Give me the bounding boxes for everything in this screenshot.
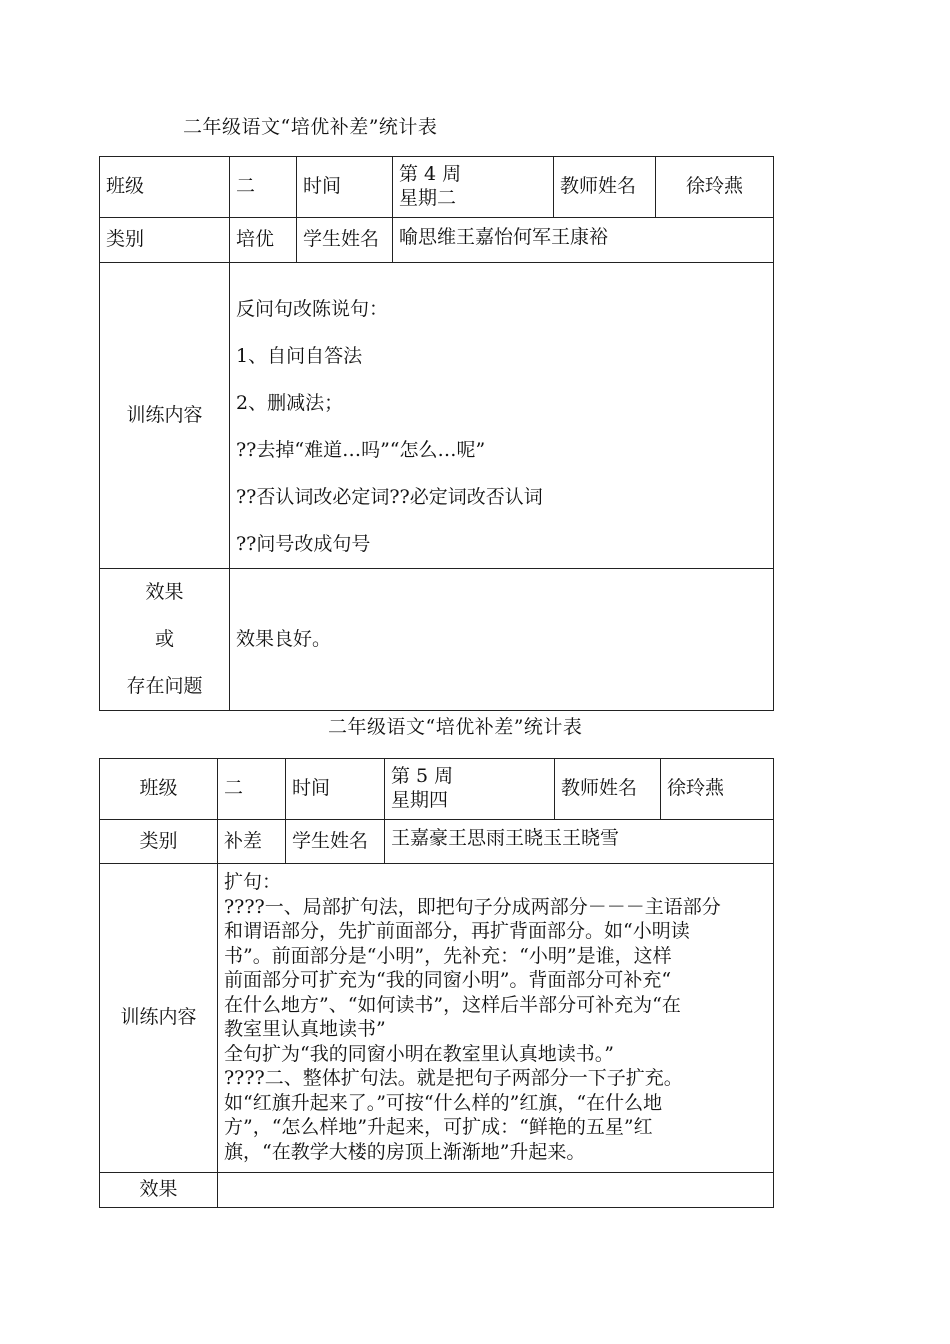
content-line: ????一、局部扩句法，即把句子分成两部分－－－主语部分 [224, 895, 721, 918]
time-label: 时间 [286, 759, 385, 820]
students-label: 学生姓名 [286, 820, 385, 864]
time-day: 星期四 [391, 789, 449, 811]
time-week: 第 4 周 [399, 163, 462, 186]
category-label: 类别 [100, 820, 218, 864]
content-body [218, 864, 774, 1173]
effect-label [100, 569, 230, 711]
content-line: 反问句改陈说句： [236, 298, 389, 320]
teacher-name: 徐玲燕 [661, 759, 774, 820]
teacher-label: 教师姓名 [555, 759, 661, 820]
content-line: 全句扩为“我的同窗小明在教室里认真地读书。” [224, 1042, 614, 1065]
table1-row-content [100, 263, 774, 569]
table2 [99, 758, 774, 1208]
effect-label-line: 或 [154, 628, 174, 650]
time-label: 时间 [297, 157, 393, 218]
effect-text: 效果良好。 [230, 569, 774, 711]
category-label: 类别 [100, 218, 230, 263]
content-line: ??问号改成句号 [236, 533, 371, 555]
table1-title: 二年级语文“培优补差”统计表 [183, 116, 438, 138]
time-value [385, 759, 555, 820]
content-line: 方”，“怎么样地”升起来，可扩成：“鲜艳的五星”红 [224, 1116, 653, 1138]
time-value [393, 157, 554, 218]
students-value: 王嘉豪王思雨王晓玉王晓雪 [385, 820, 774, 864]
content-line: 2、删减法； [236, 392, 344, 414]
class-label: 班级 [100, 157, 230, 218]
content-body [230, 263, 774, 569]
class-value: 二 [218, 759, 286, 820]
category-value: 补差 [218, 820, 286, 864]
students-label: 学生姓名 [297, 218, 393, 263]
class-label: 班级 [100, 759, 218, 820]
teacher-name: 徐玲燕 [656, 157, 774, 218]
content-line: 教室里认真地读书” [224, 1018, 386, 1040]
table2-row-category [100, 820, 774, 864]
table2-row-effect [100, 1173, 774, 1208]
effect-label-line: 存在问题 [126, 675, 203, 697]
table2-title: 二年级语文“培优补差”统计表 [328, 716, 583, 738]
table1-row-class [100, 157, 774, 218]
content-line: 旗，“在教学大楼的房顶上渐渐地”升起来。 [224, 1140, 586, 1163]
time-day: 星期二 [399, 187, 457, 209]
content-line: ??去掉“难道…吗”“怎么…呢” [236, 439, 486, 461]
content-line: ??否认词改必定词??必定词改否认词 [236, 486, 543, 508]
content-line: 如“红旗升起来了。”可按“什么样的”红旗，“在什么地 [224, 1091, 663, 1114]
table2-row-content [100, 864, 774, 1173]
class-value: 二 [230, 157, 297, 218]
students-value: 喻思维王嘉怡何军王康裕 [393, 218, 774, 263]
table2-row-class [100, 759, 774, 820]
content-line: 和谓语部分，先扩前面部分，再扩背面部分。如“小明读 [224, 920, 690, 942]
content-label: 训练内容 [100, 263, 230, 569]
table1 [99, 156, 774, 711]
effect-label: 效果 [100, 1173, 218, 1208]
content-line: 前面部分可扩充为“我的同窗小明”。背面部分可补充“ [224, 969, 672, 991]
content-line: 1、自问自答法 [236, 345, 363, 367]
table1-row-category [100, 218, 774, 263]
category-value: 培优 [230, 218, 297, 263]
teacher-label: 教师姓名 [554, 157, 656, 218]
content-line: 在什么地方”、“如何读书”，这样后半部分可补充为“在 [224, 993, 681, 1016]
time-week: 第 5 周 [391, 765, 454, 788]
table1-row-effect [100, 569, 774, 711]
content-line: 扩句： [224, 871, 282, 893]
effect-label-line: 效果 [145, 581, 184, 603]
content-line: 书”。前面部分是“小明”，先补充：“小明”是谁，这样 [224, 944, 672, 967]
content-label: 训练内容 [100, 864, 218, 1173]
effect-text [218, 1173, 774, 1208]
content-line: ????二、整体扩句法。就是把句子两部分一下子扩充。 [224, 1067, 683, 1089]
